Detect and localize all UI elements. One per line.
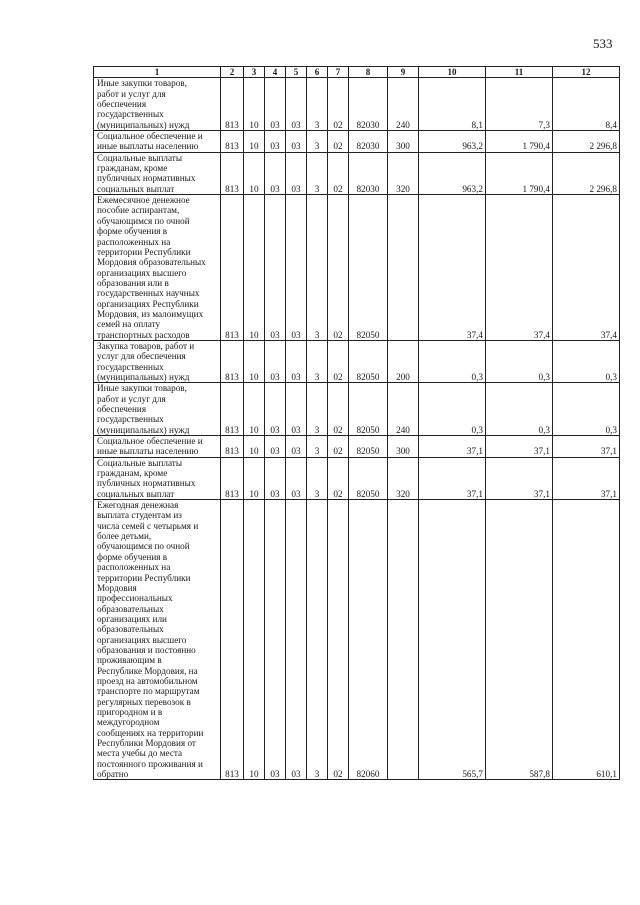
admin-code: 813 xyxy=(221,457,244,499)
row-name-line: места учебы до места xyxy=(97,748,183,759)
row-name-line: образования и постоянно xyxy=(97,644,196,655)
subsection-code: 03 xyxy=(265,340,286,382)
amount-col-11: 37,4 xyxy=(486,195,553,341)
main-activity-code: 02 xyxy=(328,340,349,382)
expense-type-code xyxy=(388,195,419,341)
admin-code: 813 xyxy=(221,383,244,436)
column-header: 3 xyxy=(244,67,265,78)
subprogram-code: 3 xyxy=(307,131,328,153)
program-code: 03 xyxy=(286,383,307,436)
amount-col-12: 37,1 xyxy=(553,436,620,458)
amount-col-10: 37,1 xyxy=(419,457,486,499)
amount-col-12: 37,1 xyxy=(553,457,620,499)
row-name-line: услуг для обеспечения xyxy=(97,351,186,362)
row-name-line: государственных научных xyxy=(97,288,200,299)
section-code: 10 xyxy=(244,195,265,341)
amount-col-10: 963,2 xyxy=(419,131,486,153)
expense-type-code: 200 xyxy=(388,340,419,382)
amount-col-12: 8,4 xyxy=(553,78,620,131)
amount-col-12: 0,3 xyxy=(553,340,620,382)
subprogram-code: 3 xyxy=(307,152,328,194)
program-code: 03 xyxy=(286,500,307,780)
amount-col-10: 8,1 xyxy=(419,78,486,131)
table-row xyxy=(94,78,620,131)
subsection-code: 03 xyxy=(265,500,286,780)
row-name-line: Мордовия образовательных xyxy=(97,257,206,268)
column-header: 1 xyxy=(94,67,221,78)
row-name-line: образования или в xyxy=(97,277,169,288)
row-name-line: Республики Мордовия от xyxy=(97,738,196,748)
row-name-line: иные выплаты населению xyxy=(97,141,199,152)
row-name-line: государственных xyxy=(97,414,164,425)
row-name-line: обеспечения xyxy=(97,404,147,414)
column-header: 4 xyxy=(265,67,286,78)
column-header: 9 xyxy=(388,67,419,78)
row-name-line: обучающимся по очной xyxy=(97,215,190,226)
table-row xyxy=(94,340,620,382)
program-code: 03 xyxy=(286,340,307,382)
row-name-line: регулярных перевозок в xyxy=(97,696,191,707)
amount-col-11: 1 790,4 xyxy=(486,131,553,153)
table-row xyxy=(94,131,620,153)
row-name-line: государственных xyxy=(97,361,164,372)
direction-code: 82050 xyxy=(349,340,388,382)
admin-code: 813 xyxy=(221,436,244,458)
expense-type-code xyxy=(388,500,419,780)
expense-type-code: 240 xyxy=(388,383,419,436)
subsection-code: 03 xyxy=(265,152,286,194)
program-code: 03 xyxy=(286,195,307,341)
row-name-line: гражданам, кроме xyxy=(97,163,168,174)
column-header: 5 xyxy=(286,67,307,78)
row-name-line: Мордовия xyxy=(97,582,137,593)
admin-code: 813 xyxy=(221,195,244,341)
row-name-line: организациях или xyxy=(97,613,167,624)
header-row xyxy=(94,67,620,78)
row-name-line: работ и услуг для xyxy=(97,393,166,404)
amount-col-10: 37,4 xyxy=(419,195,486,341)
page-number: 533 xyxy=(593,36,613,51)
row-name-line: социальных выплат xyxy=(97,488,175,499)
direction-code: 82060 xyxy=(349,500,388,780)
row-name-line: семей на оплату xyxy=(97,319,161,330)
subprogram-code: 3 xyxy=(307,457,328,499)
row-name-line: сообщениях на территории xyxy=(97,727,204,738)
row-name-line: организациях высшего xyxy=(97,634,187,645)
table-row xyxy=(94,457,620,499)
subsection-code: 03 xyxy=(265,457,286,499)
row-name-line: проезд на автомобильном xyxy=(97,675,198,686)
section-code: 10 xyxy=(244,383,265,436)
direction-code: 82050 xyxy=(349,195,388,341)
amount-col-11: 1 790,4 xyxy=(486,152,553,194)
row-name-line: образовательных xyxy=(97,624,164,635)
row-name-line: Иные закупки товаров, xyxy=(97,78,187,89)
row-name-line: организациях Республики xyxy=(97,298,199,309)
row-name-line: Иные закупки товаров, xyxy=(97,383,187,394)
subsection-code: 03 xyxy=(265,436,286,458)
row-name-line: обучающимся по очной xyxy=(97,541,190,552)
amount-col-11: 7,3 xyxy=(486,78,553,131)
direction-code: 82050 xyxy=(349,457,388,499)
direction-code: 82030 xyxy=(349,152,388,194)
amount-col-12: 2 296,8 xyxy=(553,131,620,153)
program-code: 03 xyxy=(286,436,307,458)
amount-col-10: 963,2 xyxy=(419,152,486,194)
row-name-line: транспорте по маршрутам xyxy=(97,686,200,697)
amount-col-12: 37,4 xyxy=(553,195,620,341)
row-name-line: междугородном xyxy=(97,717,160,728)
table-row xyxy=(94,195,620,341)
amount-col-11: 37,1 xyxy=(486,436,553,458)
row-name-line: пособие аспирантам, xyxy=(97,205,180,216)
section-code: 10 xyxy=(244,340,265,382)
column-header: 8 xyxy=(349,67,388,78)
row-name-line: территории Республики xyxy=(97,572,191,583)
row-name-line: более детьми, xyxy=(97,531,152,542)
subprogram-code: 3 xyxy=(307,78,328,131)
section-code: 10 xyxy=(244,436,265,458)
row-name-line: Социальное обеспечение и xyxy=(97,131,203,142)
row-name-line: расположенных на xyxy=(97,236,171,247)
section-code: 10 xyxy=(244,457,265,499)
amount-col-10: 0,3 xyxy=(419,383,486,436)
row-name-line: Социальное обеспечение и xyxy=(97,436,203,447)
amount-col-12: 610,1 xyxy=(553,500,620,780)
row-name-line: выплата студентам из xyxy=(97,510,182,521)
row-name-line: постоянного проживания и xyxy=(97,758,203,769)
amount-col-11: 37,1 xyxy=(486,457,553,499)
expense-type-code: 320 xyxy=(388,152,419,194)
amount-col-12: 0,3 xyxy=(553,383,620,436)
column-header: 2 xyxy=(221,67,244,78)
admin-code: 813 xyxy=(221,78,244,131)
row-name xyxy=(94,436,221,458)
main-activity-code: 02 xyxy=(328,436,349,458)
admin-code: 813 xyxy=(221,131,244,153)
amount-col-11: 587,8 xyxy=(486,500,553,780)
column-header: 10 xyxy=(419,67,486,78)
program-code: 03 xyxy=(286,131,307,153)
row-name xyxy=(94,457,221,499)
row-name-line: Социальные выплаты xyxy=(97,152,182,163)
row-name-line: публичных нормативных xyxy=(97,478,196,489)
row-name xyxy=(94,195,221,341)
admin-code: 813 xyxy=(221,500,244,780)
direction-code: 82030 xyxy=(349,131,388,153)
main-activity-code: 02 xyxy=(328,383,349,436)
row-name-line: социальных выплат xyxy=(97,183,175,194)
direction-code: 82030 xyxy=(349,78,388,131)
program-code: 03 xyxy=(286,457,307,499)
main-activity-code: 02 xyxy=(328,500,349,780)
table-row xyxy=(94,500,620,780)
row-name-line: (муниципальных) нужд xyxy=(97,371,190,382)
column-header: 6 xyxy=(307,67,328,78)
row-name xyxy=(94,152,221,194)
row-name-line: обратно xyxy=(97,769,129,780)
column-header: 12 xyxy=(553,67,620,78)
row-name-line: расположенных на xyxy=(97,562,171,573)
table-row xyxy=(94,436,620,458)
row-name xyxy=(94,383,221,436)
admin-code: 813 xyxy=(221,152,244,194)
subprogram-code: 3 xyxy=(307,383,328,436)
amount-col-10: 37,1 xyxy=(419,436,486,458)
row-name xyxy=(94,78,221,131)
amount-col-11: 0,3 xyxy=(486,340,553,382)
row-name-line: иные выплаты населению xyxy=(97,446,199,457)
main-activity-code: 02 xyxy=(328,131,349,153)
main-activity-code: 02 xyxy=(328,152,349,194)
section-code: 10 xyxy=(244,78,265,131)
subsection-code: 03 xyxy=(265,195,286,341)
subprogram-code: 3 xyxy=(307,340,328,382)
row-name-line: Социальные выплаты xyxy=(97,457,182,468)
row-name-line: Мордовия, из малоимущих xyxy=(97,308,204,319)
program-code: 03 xyxy=(286,152,307,194)
row-name-line: организациях высшего xyxy=(97,267,187,278)
section-code: 10 xyxy=(244,152,265,194)
row-name-line: образовательных xyxy=(97,603,164,614)
row-name-line: форме обучения в xyxy=(97,551,168,562)
row-name-line: профессиональных xyxy=(97,593,173,604)
row-name-line: проживающим в xyxy=(97,655,162,666)
expense-type-code: 300 xyxy=(388,436,419,458)
row-name-line: Республике Мордовия, на xyxy=(97,665,198,676)
row-name-line: (муниципальных) нужд xyxy=(97,119,190,130)
main-activity-code: 02 xyxy=(328,78,349,131)
row-name-line: работ и услуг для xyxy=(97,88,166,99)
table-row xyxy=(94,383,620,436)
subprogram-code: 3 xyxy=(307,195,328,341)
row-name-line: Ежегодная денежная xyxy=(97,500,179,511)
section-code: 10 xyxy=(244,131,265,153)
budget-table xyxy=(93,66,620,780)
admin-code: 813 xyxy=(221,340,244,382)
row-name-line: пригородном и в xyxy=(97,706,163,717)
row-name-line: гражданам, кроме xyxy=(97,468,168,479)
row-name-line: Ежемесячное денежное xyxy=(97,195,190,206)
amount-col-12: 2 296,8 xyxy=(553,152,620,194)
subsection-code: 03 xyxy=(265,78,286,131)
expense-type-code: 240 xyxy=(388,78,419,131)
row-name-line: форме обучения в xyxy=(97,226,168,237)
expense-type-code: 300 xyxy=(388,131,419,153)
row-name xyxy=(94,340,221,382)
row-name-line: числа семей с четырьмя и xyxy=(97,520,199,531)
subprogram-code: 3 xyxy=(307,436,328,458)
subsection-code: 03 xyxy=(265,131,286,153)
row-name-line: публичных нормативных xyxy=(97,173,196,184)
direction-code: 82050 xyxy=(349,383,388,436)
section-code: 10 xyxy=(244,500,265,780)
main-activity-code: 02 xyxy=(328,195,349,341)
direction-code: 82050 xyxy=(349,436,388,458)
row-name-line: Закупка товаров, работ и xyxy=(97,340,195,351)
subprogram-code: 3 xyxy=(307,500,328,780)
column-header: 7 xyxy=(328,67,349,78)
row-name-line: обеспечения xyxy=(97,99,147,110)
table-body xyxy=(94,78,620,780)
subsection-code: 03 xyxy=(265,383,286,436)
row-name-line: территории Республики xyxy=(97,246,191,257)
expense-type-code: 320 xyxy=(388,457,419,499)
row-name-line: (муниципальных) нужд xyxy=(97,424,190,435)
main-activity-code: 02 xyxy=(328,457,349,499)
column-header: 11 xyxy=(486,67,553,78)
amount-col-11: 0,3 xyxy=(486,383,553,436)
row-name xyxy=(94,131,221,153)
row-name xyxy=(94,500,221,780)
row-name-line: транспортных расходов xyxy=(97,329,190,340)
amount-col-10: 0,3 xyxy=(419,340,486,382)
table-row xyxy=(94,152,620,194)
amount-col-10: 565,7 xyxy=(419,500,486,780)
row-name-line: государственных xyxy=(97,109,164,120)
program-code: 03 xyxy=(286,78,307,131)
